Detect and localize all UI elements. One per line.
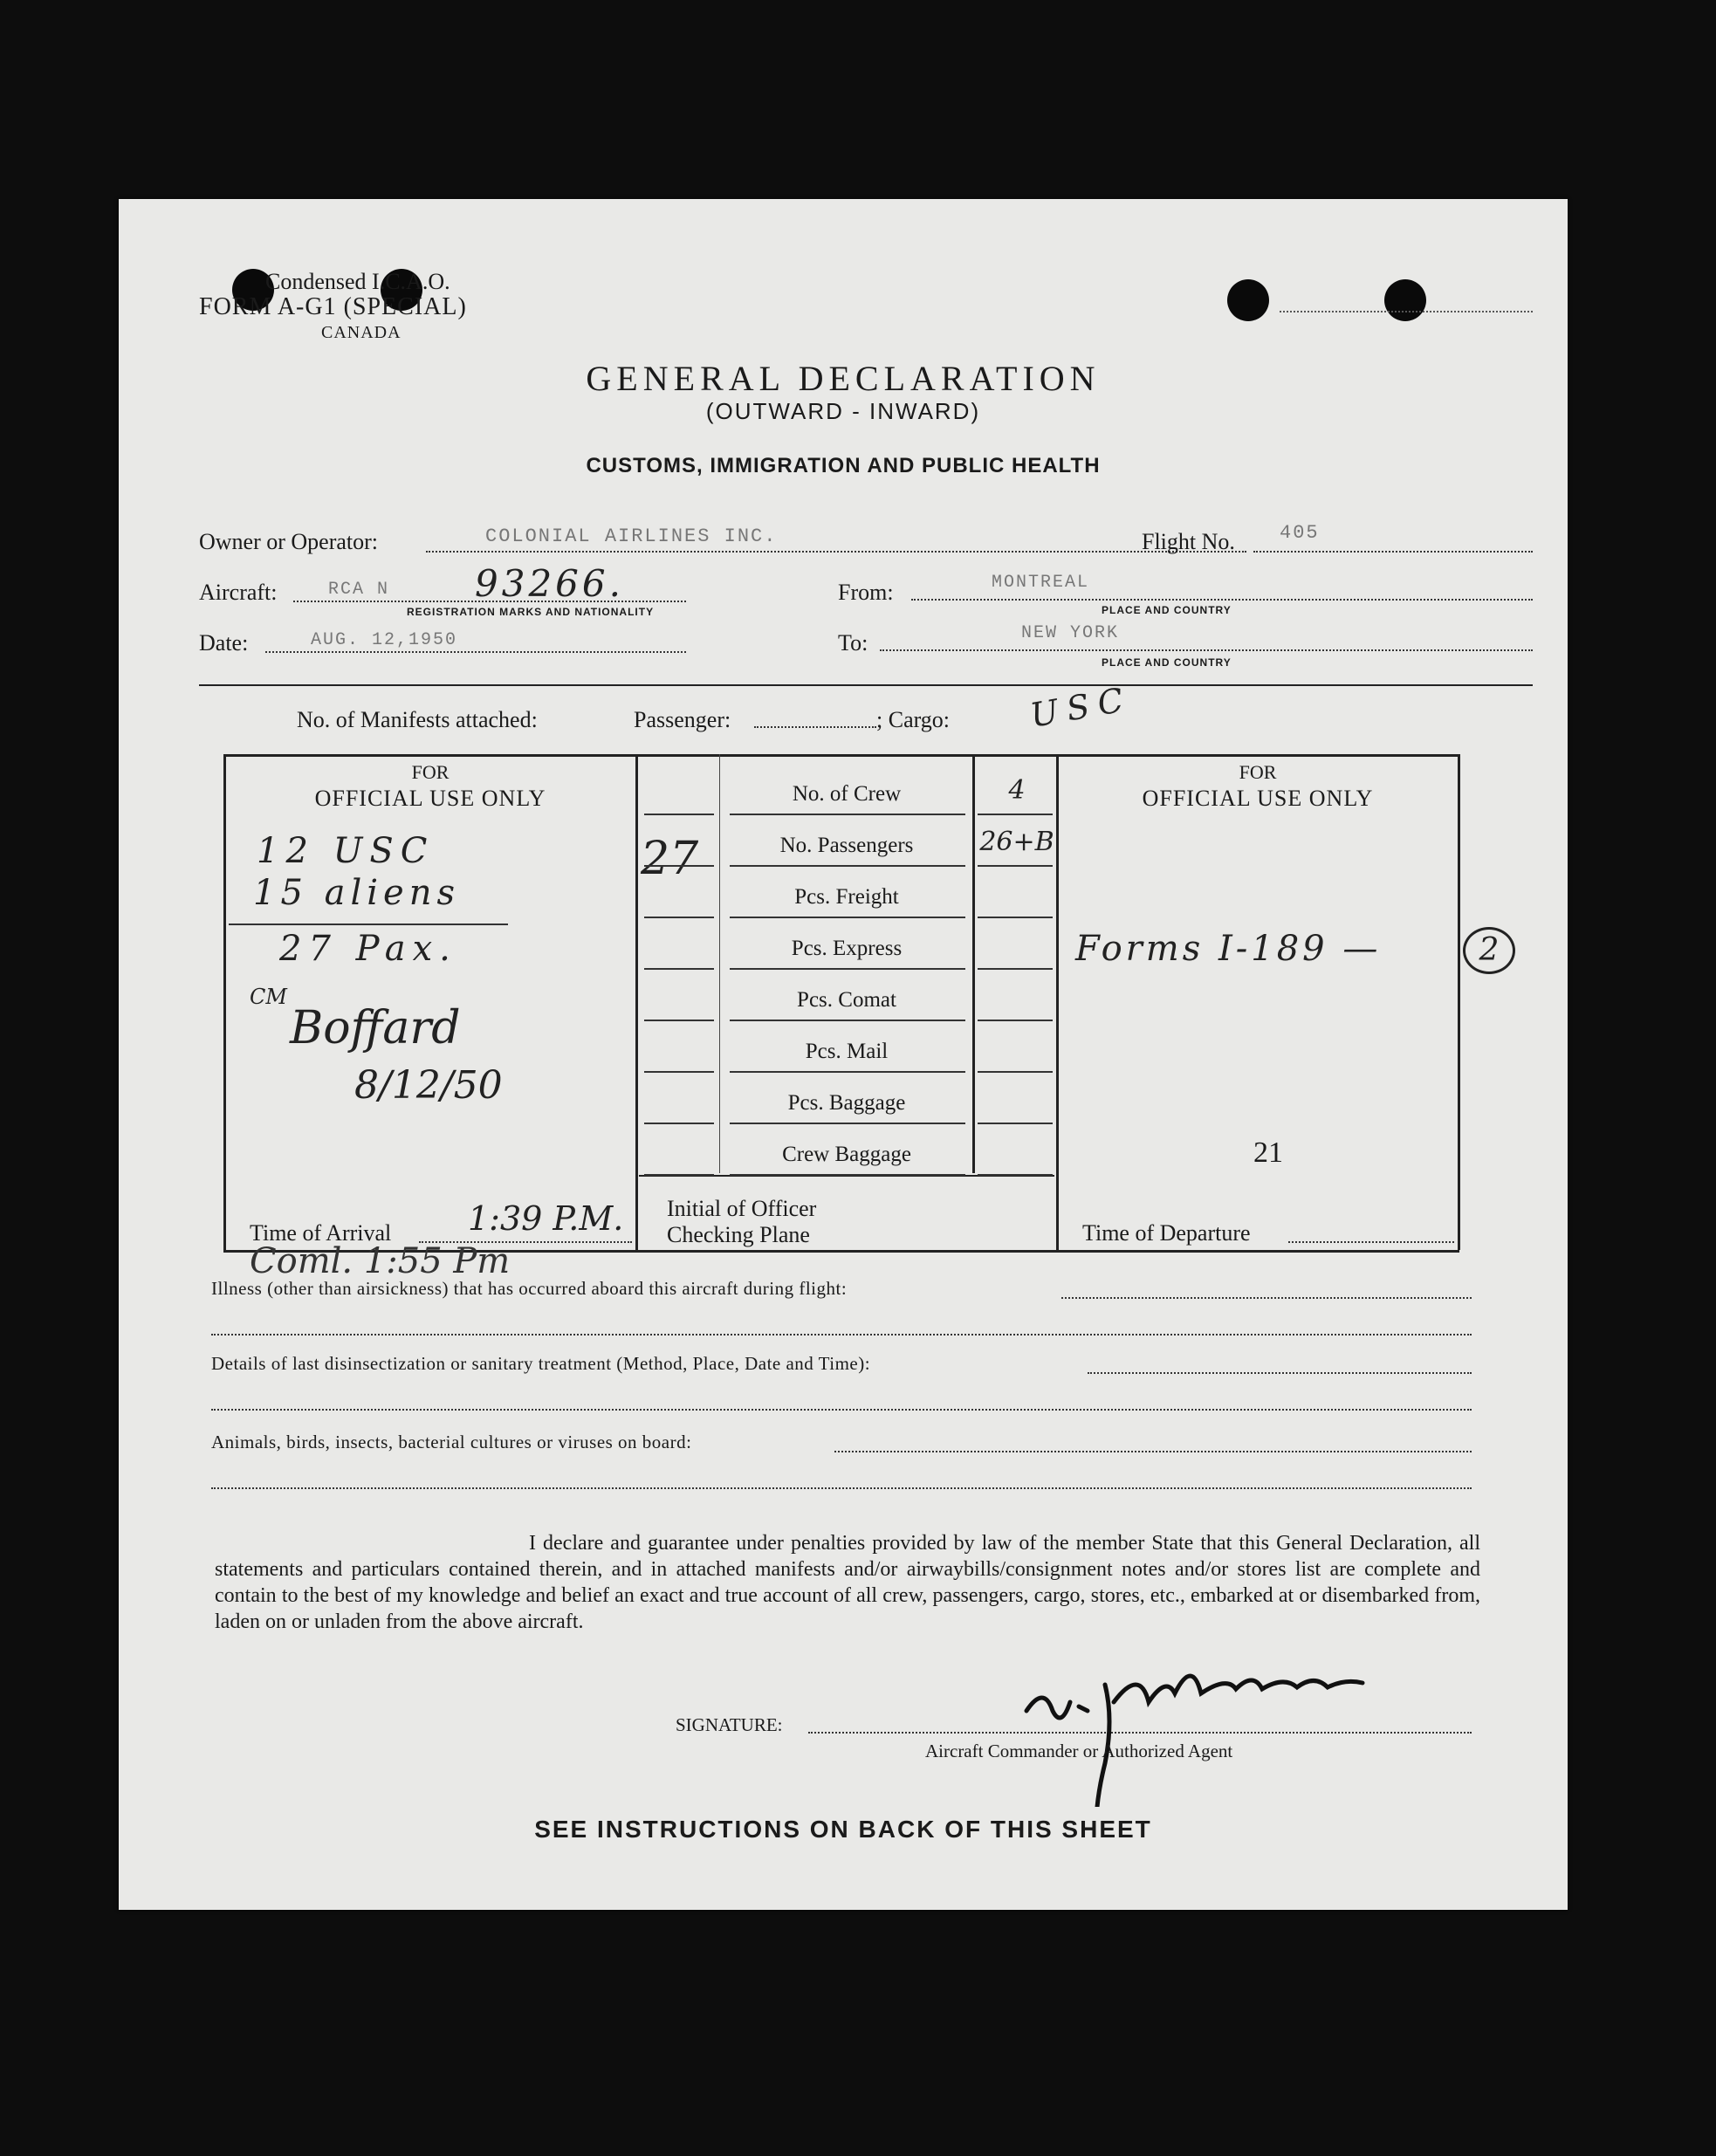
departure-label: Time of Departure [1082,1220,1251,1246]
header-divider [199,684,1533,686]
table-left [223,754,226,1250]
table-row-left-rule [644,1123,714,1124]
date-value: AUG. 12,1950 [311,630,458,650]
table-row-rule [730,968,965,970]
page-title: GENERAL DECLARATION [586,359,1101,398]
aircraft-label: Aircraft: [199,580,278,605]
left-note-2: 15 aliens [253,873,461,913]
disinsect-rule-1 [1088,1372,1472,1374]
left-note-3: 27 Pax. [279,929,457,969]
table-row-right-rule [978,1174,1053,1176]
right-number: 21 [1253,1136,1283,1169]
left-value-passengers: 27 [641,833,699,885]
cargo-label: ; Cargo: [876,707,951,732]
table-top [223,754,1459,757]
table-row-rule [730,917,965,918]
table-row-rule [730,1123,965,1124]
top-right-rule [1280,311,1533,312]
table-row-right-rule [978,1020,1053,1021]
flight-label: Flight No. [1142,529,1235,554]
left-note-1: 12 USC [257,831,435,871]
declaration-sheet [119,199,1568,1910]
to-rule [880,649,1533,651]
table-row-right-rule [978,1123,1053,1124]
declaration-text [215,1530,1480,1635]
form-id-line-2: FORM A-G1 (SPECIAL) [199,293,467,320]
initial-officer-label-1: Initial of Officer [667,1196,817,1221]
table-row-label: Pcs. Mail [805,1040,889,1063]
right-official-title: OFFICIAL USE ONLY [1142,786,1374,811]
to-label: To: [838,630,868,656]
from-label: From: [838,580,894,605]
disinsect-rule-2 [211,1409,1472,1411]
table-row-left-rule [644,814,714,815]
date-label: Date: [199,630,249,656]
table-row-right-rule [978,865,1053,867]
cargo-handwritten: USC [1027,679,1136,735]
owner-rule [426,551,1246,553]
signature-caption: Aircraft Commander or Authorized Agent [925,1741,1233,1761]
table-row-label: Crew Baggage [782,1143,911,1166]
aircraft-handwritten: 93266. [475,562,624,605]
table-row-label: No. of Crew [792,782,902,806]
right-note-circled: 2 [1463,927,1515,974]
owner-value: COLONIAL AIRLINES INC. [485,525,778,547]
declaration-body: I declare and guarantee under penalties provided by law of the member State that this General Declaration, all statements and particulars contained therein, and in attached manifests and/or airwaybills/consignment notes and/or stores list are complete and contain to the best of my knowledge and belief an exact and true account of all crew, passengers, cargo, stores, etc., embarked at or disembarked from, laden on or unladen from the above aircraft. [215,1532,1480,1633]
left-official-title: OFFICIAL USE ONLY [314,786,546,811]
flight-rule [1253,551,1533,553]
illness-rule-2 [211,1334,1472,1335]
arrival-label: Time of Arrival [250,1220,392,1246]
left-official-for: FOR [411,761,450,783]
table-row-left-rule [644,1174,714,1176]
departure-rule [1288,1241,1454,1243]
passenger-rule [754,726,876,728]
table-row-right-rule [978,917,1053,918]
table-row-left-rule [644,917,714,918]
table-divider-3 [972,754,975,1173]
table-divider-1 [635,754,638,1250]
table-row-rule [730,1174,965,1176]
to-caption: PLACE AND COUNTRY [1102,656,1232,669]
flight-value: 405 [1280,522,1320,544]
table-row-rule [730,814,965,815]
from-rule [911,599,1533,601]
disinsect-question: Details of last disinsectization or sanitary treatment (Method, Place, Date and Time): [211,1353,871,1374]
table-divider-4 [1056,754,1059,1250]
form-id-line-1: Condensed I.C.A.O. [265,269,450,294]
table-row-label: Pcs. Baggage [787,1091,906,1115]
page-subtitle: (OUTWARD - INWARD) [705,398,981,424]
footer-instructions: SEE INSTRUCTIONS ON BACK OF THIS SHEET [534,1816,1152,1843]
manifests-label: No. of Manifests attached: [297,707,538,732]
table-row-left-rule [644,1020,714,1021]
passenger-label: Passenger: [634,707,731,732]
page-subheading: CUSTOMS, IMMIGRATION AND PUBLIC HEALTH [586,454,1101,477]
table-row-value: 4 [1008,775,1026,806]
table-row-rule [730,1020,965,1021]
table-row-label: No. Passengers [779,834,914,857]
left-note-6: 8/12/50 [354,1063,503,1108]
arrival-below-note: Coml. 1:55 Pm [250,1241,511,1281]
table-divider-2 [719,754,720,1173]
table-row-label: Pcs. Express [791,937,903,960]
animals-rule-1 [834,1451,1472,1452]
table-row-left-rule [644,865,714,867]
punch-hole-right-1 [1227,279,1269,321]
date-rule [265,651,686,653]
initial-officer-label-2: Checking Plane [667,1222,810,1247]
aircraft-rule [293,601,686,602]
table-row-label: Pcs. Freight [794,885,899,909]
table-row-rule [730,865,965,867]
right-official-for: FOR [1239,761,1277,783]
table-row-right-rule [978,968,1053,970]
right-note-forms: Forms I-189 — [1075,929,1382,969]
from-value: MONTREAL [992,573,1090,593]
to-value: NEW YORK [1021,623,1120,643]
table-row-right-rule [978,1071,1053,1073]
aircraft-caption: REGISTRATION MARKS AND NATIONALITY [407,606,655,618]
left-note-5: Boffard [290,1002,461,1054]
form-id-line-3: CANADA [321,323,402,342]
table-row-left-rule [644,1071,714,1073]
from-caption: PLACE AND COUNTRY [1102,604,1232,616]
table-right [1458,754,1460,1250]
table-row-label: Pcs. Comat [797,988,896,1012]
punch-hole-right-2 [1384,279,1426,321]
table-row-rule [730,1071,965,1073]
aircraft-typed: RCA N [328,580,390,600]
animals-question: Animals, birds, insects, bacterial cultures or viruses on board: [211,1432,692,1452]
table-row-value: 26+B [979,827,1054,857]
illness-rule-1 [1061,1297,1472,1299]
signature-scrawl [1009,1658,1463,1807]
table-row-right-rule [978,814,1053,815]
left-note-4: CM [250,985,287,1009]
illness-question: Illness (other than airsickness) that has occurred aboard this aircraft during flight: [211,1278,848,1299]
table-row-left-rule [644,968,714,970]
arrival-value: 1:39 P.M. [468,1199,624,1238]
left-note-rule [229,924,508,925]
animals-rule-2 [211,1487,1472,1489]
owner-label: Owner or Operator: [199,529,379,554]
signature-label: SIGNATURE: [676,1714,783,1735]
